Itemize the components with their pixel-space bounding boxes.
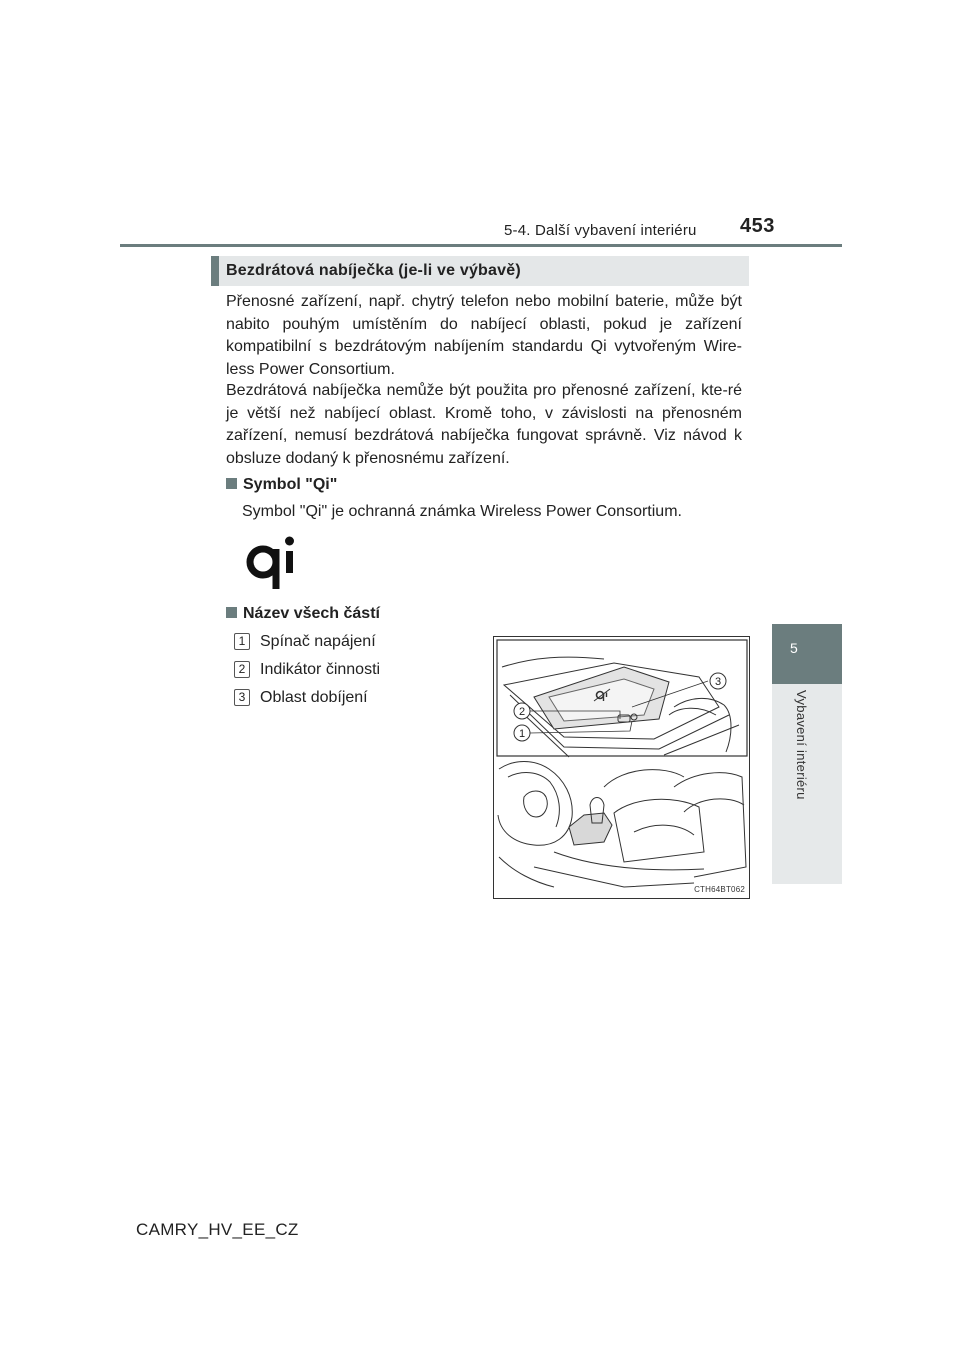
section-heading-bar	[211, 256, 749, 286]
bullet-square-icon	[226, 607, 237, 618]
part-number-badge: 1	[234, 633, 250, 650]
part-label: Oblast dobíjení	[260, 689, 368, 706]
part-label: Spínač napájení	[260, 633, 376, 650]
figure-callout: 3	[714, 676, 722, 688]
figure-code: CTH64BT062	[694, 885, 745, 894]
part-number-badge: 3	[234, 689, 250, 706]
parts-heading-text: Název všech částí	[243, 605, 380, 622]
page-number: 453	[740, 215, 775, 237]
parts-heading	[226, 605, 380, 623]
part-label: Indikátor činnosti	[260, 661, 381, 678]
chapter-label: Vybavení interiéru	[794, 690, 809, 800]
intro-paragraph: Přenosné zařízení, např. chytrý telefon nebo mobilní baterie, může být nabito pouhým umístěním do nabíjecí oblasti, pokud je zařízení kompatibilní s bezdrátovým nabíjením standardu Qi vytvořeným Wire-less Power Consortium.	[226, 293, 742, 378]
header-rule	[120, 244, 842, 247]
footer-model-code: CAMRY_HV_EE_CZ	[136, 1220, 299, 1239]
part-item	[234, 633, 376, 651]
section-title: Bezdrátová nabíječka (je-li ve výbavě)	[226, 262, 521, 279]
wireless-charger-illustration	[493, 636, 750, 899]
figure-callout: 1	[518, 728, 526, 740]
part-item	[234, 661, 380, 679]
chapter-tab	[772, 624, 842, 684]
bullet-square-icon	[226, 478, 237, 489]
qi-symbol-text: Symbol "Qi" je ochranná známka Wireless Power Consortium.	[242, 503, 682, 520]
chapter-number: 5	[790, 640, 798, 656]
limitation-paragraph: Bezdrátová nabíječka nemůže být použita pro přenosné zařízení, kte-ré je větší než nabíjecí oblast. Kromě toho, v závislosti na přenosném zařízení, nemusí bezdrátová nabíječka fungovat správně. Viz návod k obsluze dodaný k přenosnému zařízení.	[226, 382, 742, 467]
figure-callout: 2	[518, 706, 526, 718]
part-number-badge: 2	[234, 661, 250, 678]
part-item	[234, 689, 368, 707]
running-header-section: 5-4. Další vybavení interiéru	[504, 222, 697, 239]
qi-logo-icon	[246, 535, 298, 593]
qi-symbol-heading-text: Symbol "Qi"	[243, 476, 338, 493]
qi-symbol-heading	[226, 476, 337, 494]
car-interior-drawing	[494, 637, 750, 899]
